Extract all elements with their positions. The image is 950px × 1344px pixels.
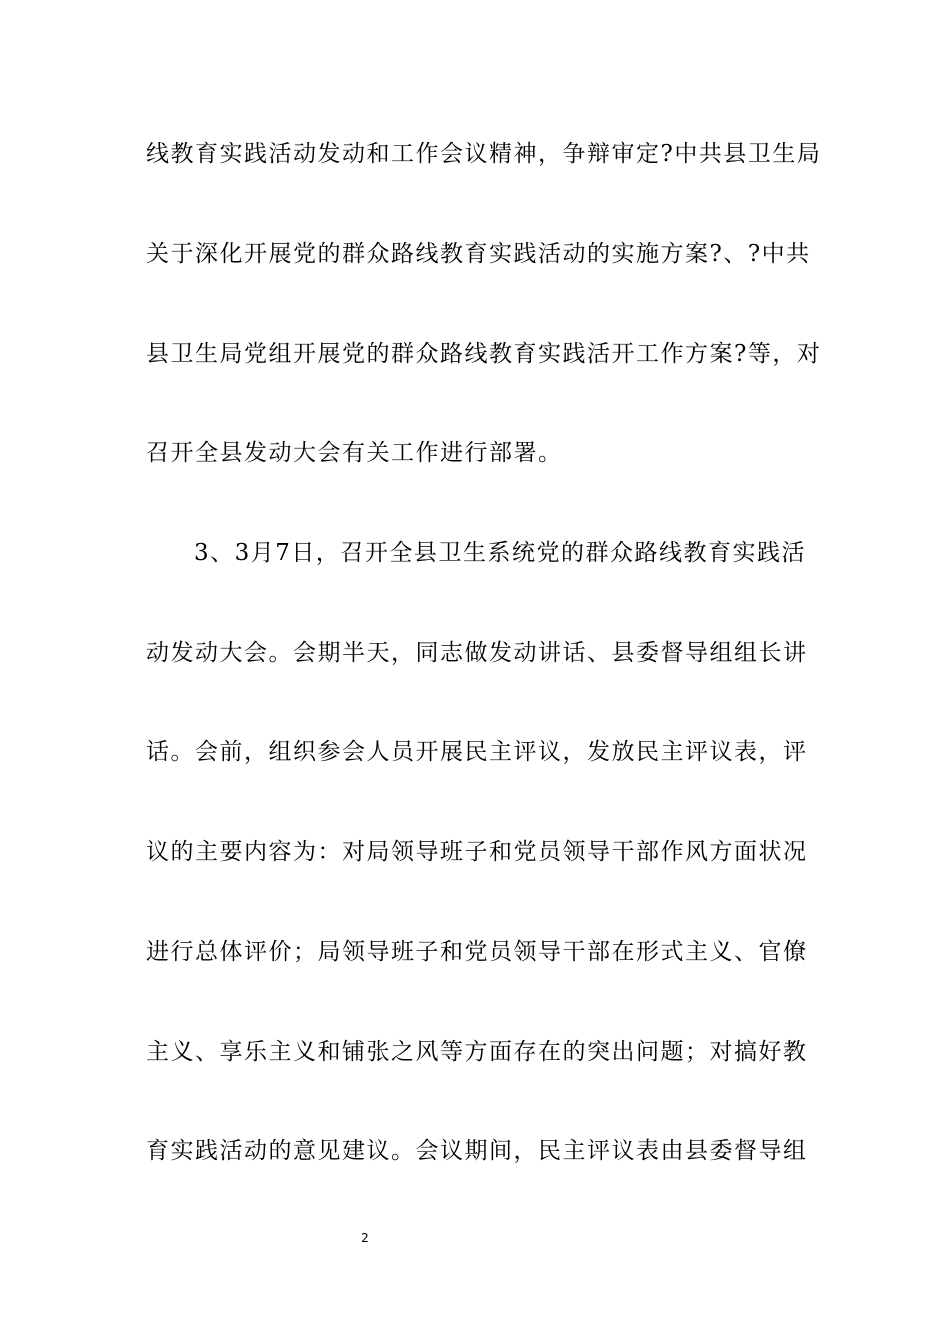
text-line: 县卫生局党组开展党的群众路线教育实践活开工作方案?等，对 xyxy=(146,341,822,367)
page-number: 2 xyxy=(361,1231,369,1245)
text-line: 召开全县发动大会有关工作进行部署。 xyxy=(146,440,563,466)
text-line: 议的主要内容为：对局领导班子和党员领导干部作风方面状况 xyxy=(146,839,808,865)
text-line: 话。会前，组织参会人员开展民主评议，发放民主评议表，评 xyxy=(146,739,808,765)
text-line: 动发动大会。会期半天，同志做发动讲话、县委督导组组长讲 xyxy=(146,640,808,666)
paragraph-first-line: 3、3月7日，召开全县卫生系统党的群众路线教育实践活 xyxy=(194,540,806,566)
text-line: 进行总体评价；局领导班子和党员领导干部在形式主义、官僚 xyxy=(146,939,808,965)
text-line: 育实践活动的意见建议。会议期间，民主评议表由县委督导组 xyxy=(146,1138,808,1164)
text-line: 关于深化开展党的群众路线教育实践活动的实施方案?、?中共 xyxy=(146,241,811,267)
text-line: 线教育实践活动发动和工作会议精神，争辩审定?中共县卫生局 xyxy=(146,141,822,167)
text-line: 主义、享乐主义和铺张之风等方面存在的突出问题；对搞好教 xyxy=(146,1039,808,1065)
